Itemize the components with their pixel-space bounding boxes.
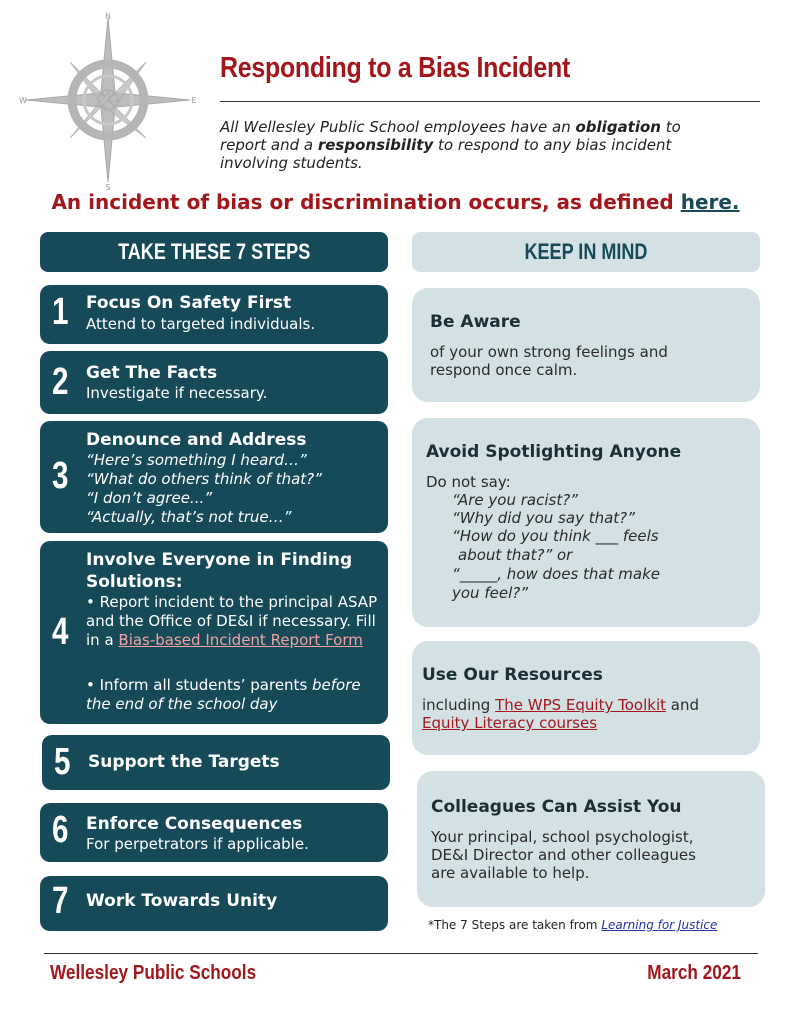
- compass-w-label: W: [19, 96, 27, 105]
- compass-s-label: S: [105, 183, 111, 190]
- steps-header: [40, 232, 388, 272]
- step-7-number: 7: [52, 880, 69, 922]
- compass-n-label: N: [105, 12, 111, 21]
- intro-part-1: All Wellesley Public School employees have an: [220, 118, 576, 136]
- step-3-title: Denounce and Address: [86, 430, 307, 450]
- step-6-desc: For perpetrators if applicable.: [86, 835, 309, 853]
- step-4-bullet-2-text: • Inform all students’ parents: [86, 676, 313, 694]
- avoid-spotlighting-card: [412, 418, 760, 627]
- step-3-number: 3: [52, 455, 69, 497]
- step-5-title: Support the Targets: [88, 752, 280, 772]
- intro-obligation: obligation: [575, 118, 661, 136]
- footer-date: March 2021: [647, 962, 741, 984]
- step-4-title-line-2: Solutions:: [86, 572, 183, 592]
- resources-desc: [422, 696, 742, 732]
- step-4-number: 4: [52, 611, 69, 653]
- step-7-title: Work Towards Unity: [86, 891, 278, 911]
- step-4-bullet-1: [86, 593, 378, 650]
- spotlight-quote-1: “Are you racist?”: [452, 491, 578, 509]
- resources-title: Use Our Resources: [422, 665, 603, 685]
- intro-part-3: to respond to any bias incident involving students.: [220, 136, 672, 172]
- footnote-text: *The 7 Steps are taken from: [428, 918, 602, 932]
- learning-for-justice-link[interactable]: Learning for Justice: [601, 918, 718, 932]
- resources-mid: and: [666, 696, 699, 714]
- keep-in-mind-header: [412, 232, 760, 272]
- resources-lead: including: [422, 696, 496, 714]
- spotlight-quote-3b: about that?” or: [458, 546, 573, 564]
- step-6-title: Enforce Consequences: [86, 814, 303, 834]
- compass-logo: [18, 10, 198, 190]
- step-4-title-line-1: Involve Everyone in Finding: [86, 550, 353, 570]
- step-1-title: Focus On Safety First: [86, 293, 292, 313]
- step-4: [40, 541, 388, 724]
- headline: [0, 190, 791, 214]
- intro-part-2: to report and a: [220, 118, 681, 154]
- step-2-title: Get The Facts: [86, 363, 218, 383]
- footer-organization: Wellesley Public Schools: [50, 962, 257, 984]
- equity-literacy-link[interactable]: Equity Literacy courses: [422, 714, 598, 732]
- spotlight-quote-3a: “How do you think ___ feels: [452, 527, 659, 545]
- footer-divider: [44, 953, 758, 954]
- step-4-bullet-1-text: • Report incident to the principal ASAP and the Office of DE&I if necessary. Fill in a: [86, 593, 378, 649]
- compass-e-label: E: [191, 96, 197, 105]
- step-3-quote-4: “Actually, that’s not true…”: [86, 508, 292, 526]
- step-1-number: 1: [52, 291, 69, 333]
- step-4-bullet-2: [86, 676, 378, 714]
- avoid-spotlighting-title: Avoid Spotlighting Anyone: [426, 442, 682, 462]
- step-2-number: 2: [52, 361, 69, 403]
- headline-text: An incident of bias or discrimination occurs, as defined: [51, 190, 681, 214]
- here-link[interactable]: here.: [680, 190, 740, 214]
- be-aware-desc: of your own strong feelings and respond once calm.: [430, 343, 668, 379]
- step-6: [40, 803, 388, 862]
- equity-toolkit-link[interactable]: The WPS Equity Toolkit: [495, 696, 666, 714]
- bias-report-form-link[interactable]: Bias-based Incident Report Form: [118, 631, 363, 649]
- spotlight-quote-2: “Why did you say that?”: [452, 509, 635, 527]
- be-aware-card: [412, 288, 760, 402]
- avoid-spotlighting-lead: Do not say:: [426, 473, 511, 491]
- step-5: [42, 735, 390, 790]
- be-aware-title: Be Aware: [430, 312, 521, 332]
- step-7: [40, 876, 388, 931]
- step-1: [40, 285, 388, 344]
- step-3-quote-1: “Here’s something I heard…”: [86, 451, 307, 469]
- step-2: [40, 351, 388, 414]
- title-divider: [220, 101, 760, 102]
- colleagues-title: Colleagues Can Assist You: [431, 797, 682, 817]
- spotlight-quote-4b: you feel?”: [452, 584, 528, 602]
- step-1-desc: Attend to targeted individuals.: [86, 315, 316, 333]
- step-6-number: 6: [52, 809, 69, 851]
- step-3-quote-3: “I don’t agree...”: [86, 489, 212, 507]
- spotlight-quote-4a: “_____, how does that make: [452, 565, 660, 583]
- colleagues-card: [417, 771, 765, 907]
- colleagues-desc: Your principal, school psychologist, DE&I Director and other colleagues are available to help.: [431, 828, 696, 882]
- keep-in-mind-label: KEEP IN MIND: [524, 239, 648, 264]
- intro-responsibility: responsibility: [317, 136, 434, 154]
- steps-header-label: TAKE THESE 7 STEPS: [117, 239, 311, 264]
- intro-text: [220, 118, 720, 172]
- step-5-number: 5: [54, 741, 71, 783]
- step-3: [40, 421, 388, 533]
- page-title: Responding to a Bias Incident: [220, 52, 571, 84]
- step-2-desc: Investigate if necessary.: [86, 384, 268, 402]
- resources-card: [412, 641, 760, 755]
- footnote: [428, 918, 717, 932]
- step-4-bullet-2-italic: before the end of the school day: [86, 676, 361, 713]
- step-3-quote-2: “What do others think of that?”: [86, 470, 322, 488]
